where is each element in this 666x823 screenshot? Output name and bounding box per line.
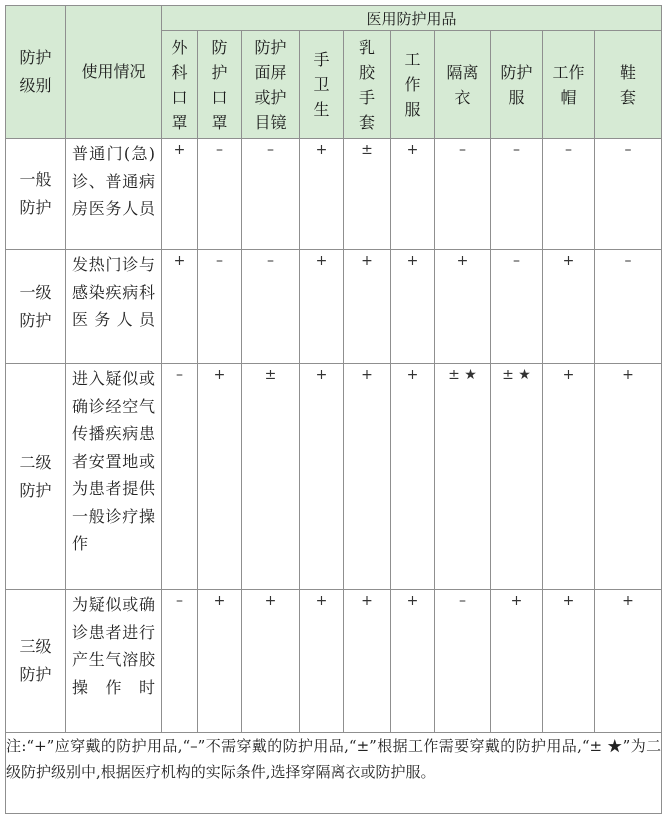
ppe-mark: – <box>198 139 242 250</box>
ppe-mark: + <box>344 364 391 590</box>
usage-description: 为疑似或确诊患者进行产生气溶胶操作时 <box>66 590 162 733</box>
ppe-mark: – <box>491 139 543 250</box>
ppe-mark: + <box>242 590 300 733</box>
table-row <box>6 250 662 364</box>
header-item: 乳胶手套 <box>344 31 391 139</box>
usage-description: 普通门(急)诊、普通病房医务人员 <box>66 139 162 250</box>
header-item: 外科口罩 <box>162 31 198 139</box>
ppe-mark: + <box>543 590 595 733</box>
ppe-mark: + <box>391 364 435 590</box>
ppe-mark: + <box>391 139 435 250</box>
ppe-mark: + <box>344 590 391 733</box>
ppe-mark: – <box>435 139 491 250</box>
ppe-mark: + <box>162 250 198 364</box>
table-note: 注:“+”应穿戴的防护用品,“–”不需穿戴的防护用品,“±”根据工作需要穿戴的防护用品,“± ★”为二级防护级别中,根据医疗机构的实际条件,选择穿隔离衣或防护服。 <box>6 733 662 814</box>
ppe-mark: + <box>344 250 391 364</box>
ppe-mark: + <box>300 139 344 250</box>
ppe-mark: + <box>300 364 344 590</box>
ppe-mark: ± <box>344 139 391 250</box>
table-row <box>6 139 662 250</box>
ppe-mark: + <box>162 139 198 250</box>
ppe-mark: – <box>595 250 662 364</box>
ppe-mark: ± ★ <box>491 364 543 590</box>
ppe-mark: – <box>435 590 491 733</box>
header-item: 防护服 <box>491 31 543 139</box>
ppe-mark: – <box>595 139 662 250</box>
header-usage: 使用情况 <box>66 6 162 139</box>
ppe-mark: – <box>491 250 543 364</box>
header-item: 手卫生 <box>300 31 344 139</box>
ppe-mark: – <box>242 250 300 364</box>
protection-level: 二级防护 <box>6 364 66 590</box>
ppe-mark: + <box>300 250 344 364</box>
header-item: 防护面屏或护目镜 <box>242 31 300 139</box>
ppe-mark: + <box>491 590 543 733</box>
ppe-mark: + <box>198 590 242 733</box>
header-item: 工作帽 <box>543 31 595 139</box>
ppe-mark: + <box>435 250 491 364</box>
ppe-mark: – <box>543 139 595 250</box>
protection-level: 一级防护 <box>6 250 66 364</box>
ppe-mark: + <box>543 364 595 590</box>
ppe-mark: – <box>198 250 242 364</box>
ppe-mark: + <box>595 364 662 590</box>
ppe-mark: – <box>162 364 198 590</box>
ppe-table <box>5 5 662 814</box>
usage-description: 发热门诊与感染疾病科医务人员 <box>66 250 162 364</box>
table-row <box>6 590 662 733</box>
header-ppe-group: 医用防护用品 <box>162 6 662 31</box>
ppe-mark: – <box>242 139 300 250</box>
header-item: 防护口罩 <box>198 31 242 139</box>
ppe-mark: ± ★ <box>435 364 491 590</box>
header-item: 鞋套 <box>595 31 662 139</box>
protection-level: 一般防护 <box>6 139 66 250</box>
ppe-mark: + <box>543 250 595 364</box>
table-row <box>6 364 662 590</box>
ppe-mark: + <box>198 364 242 590</box>
header-item: 隔离衣 <box>435 31 491 139</box>
header-item: 工作服 <box>391 31 435 139</box>
ppe-mark: – <box>162 590 198 733</box>
ppe-mark: + <box>391 250 435 364</box>
ppe-mark: + <box>300 590 344 733</box>
usage-description: 进入疑似或确诊经空气传播疾病患者安置地或为患者提供一般诊疗操作 <box>66 364 162 590</box>
ppe-mark: ± <box>242 364 300 590</box>
header-level: 防护级别 <box>6 6 66 139</box>
protection-level: 三级防护 <box>6 590 66 733</box>
ppe-mark: + <box>595 590 662 733</box>
ppe-mark: + <box>391 590 435 733</box>
